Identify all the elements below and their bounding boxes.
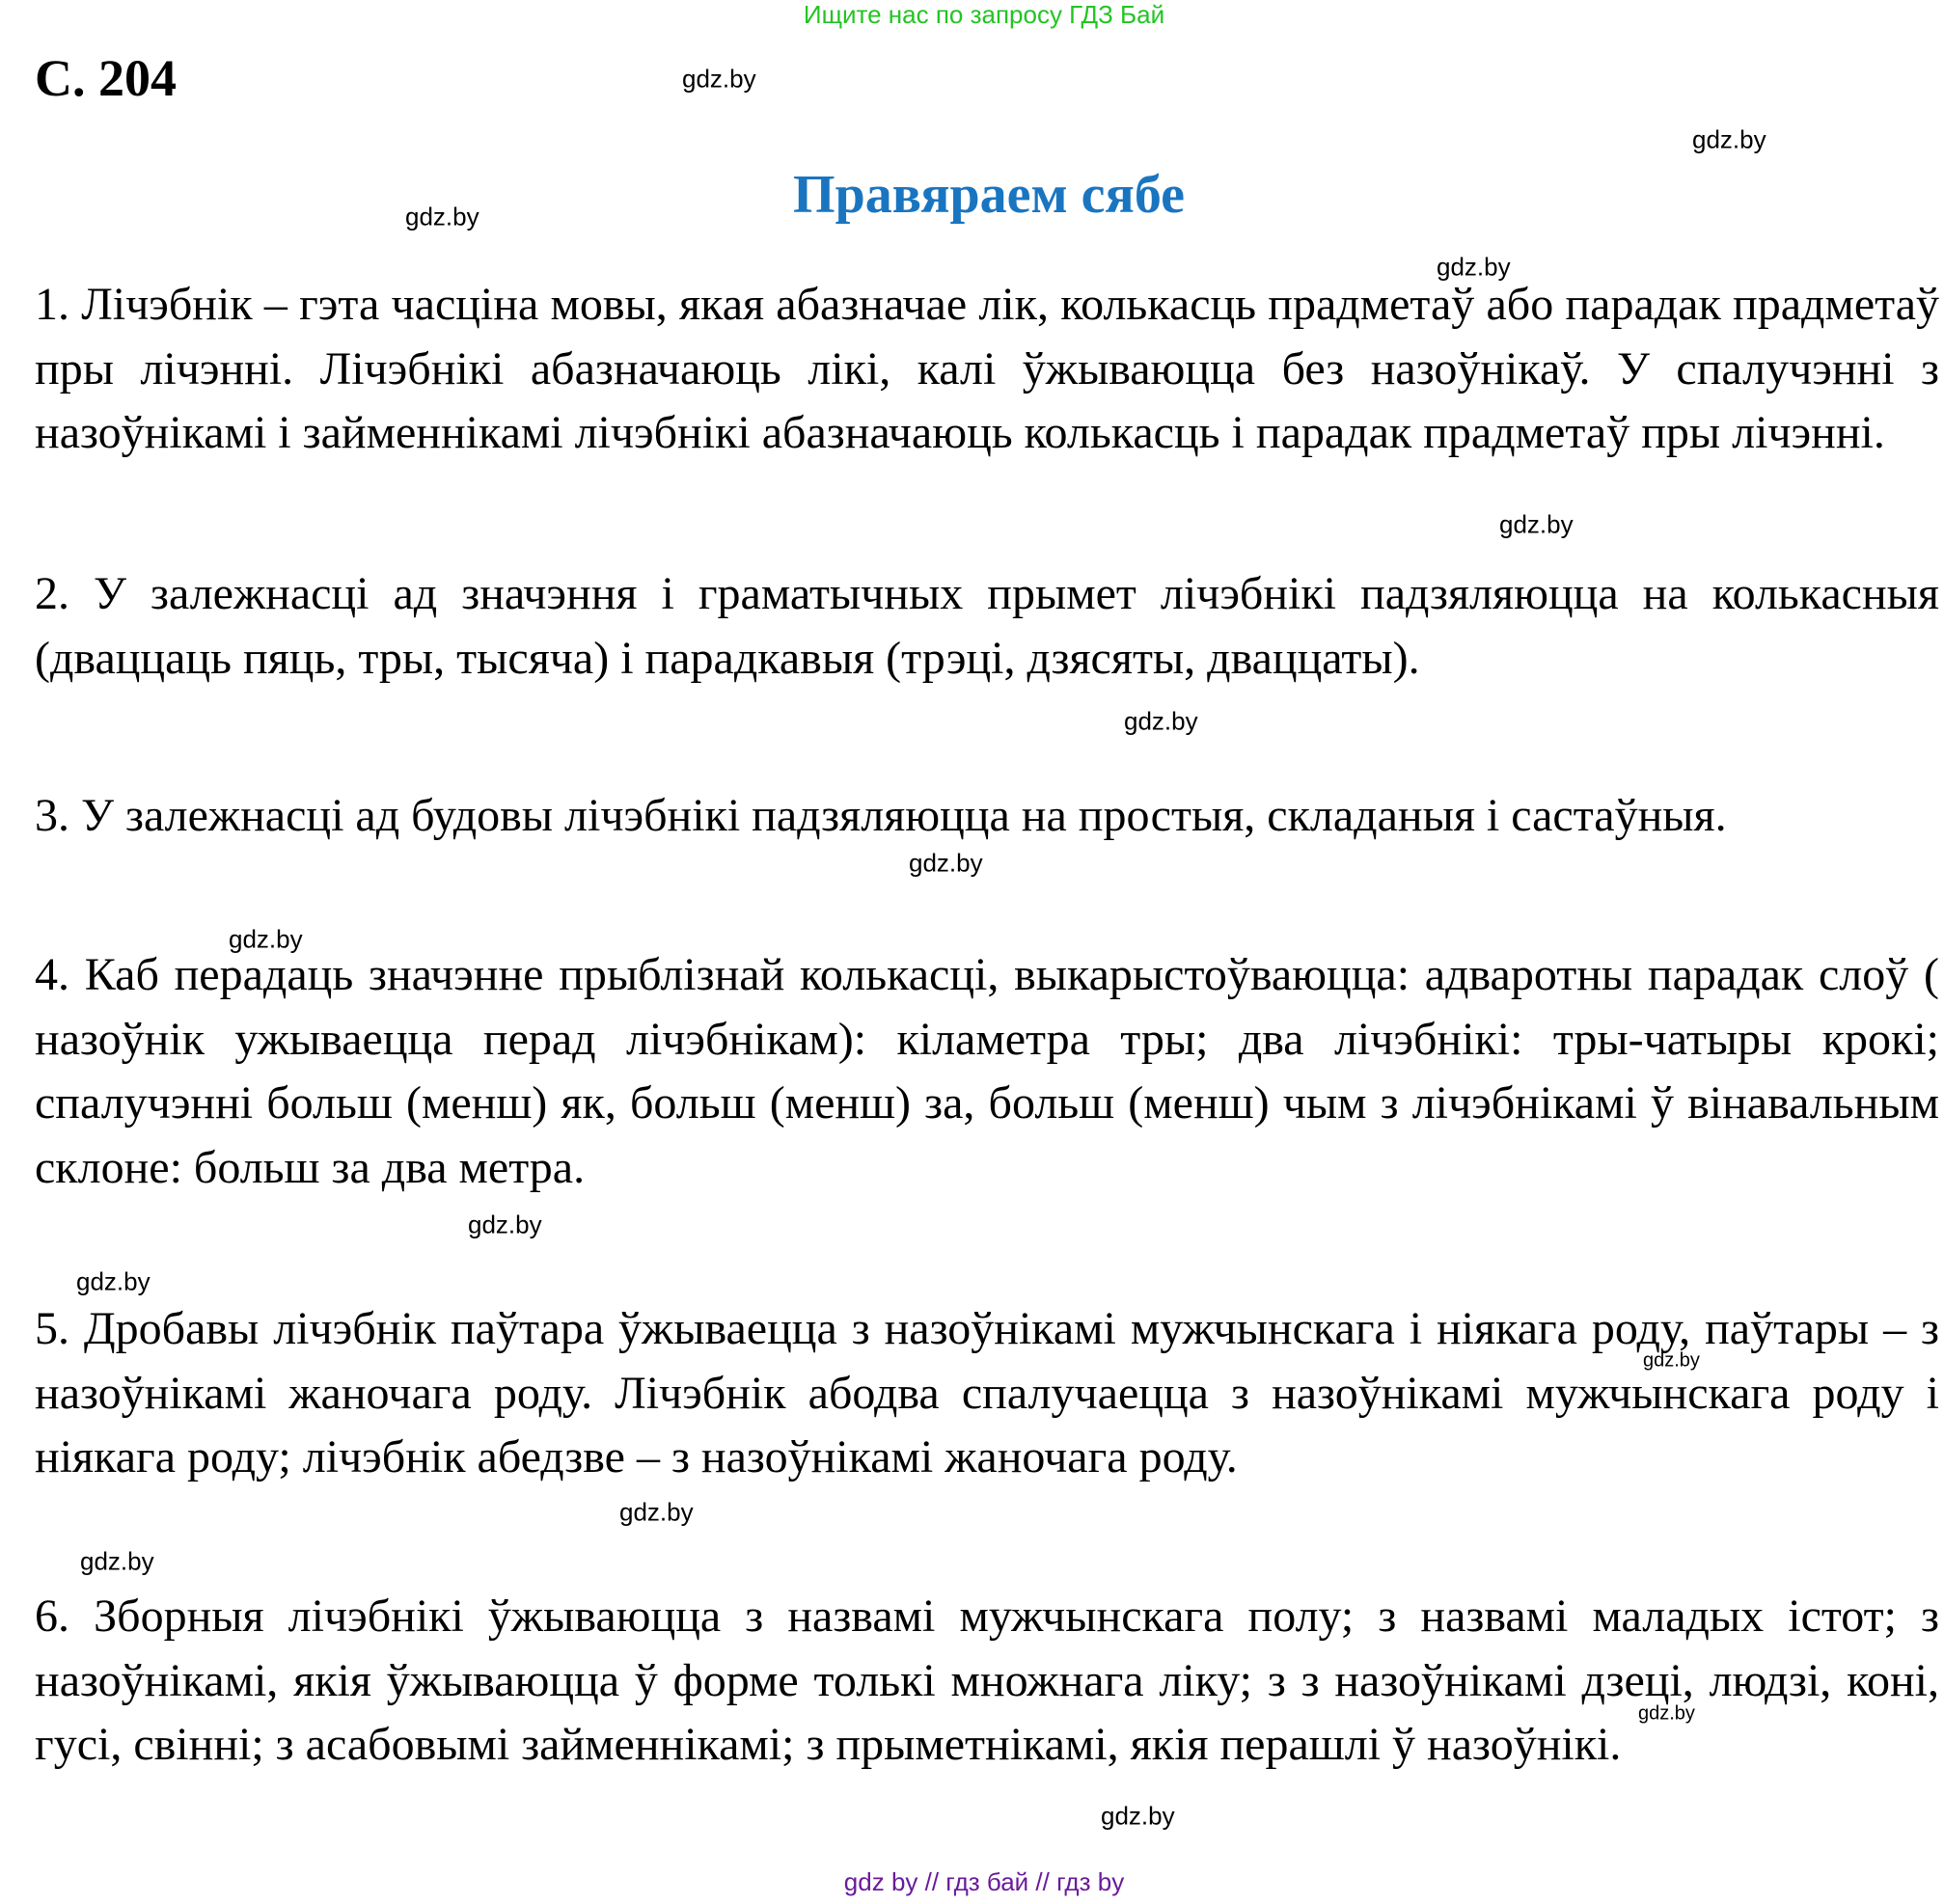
watermark: gdz.by bbox=[909, 848, 983, 878]
page-number: С. 204 bbox=[35, 49, 177, 107]
watermark: gdz.by bbox=[1692, 124, 1766, 154]
watermark: gdz.by bbox=[1124, 706, 1198, 736]
bottom-site-note: gdz by // гдз бай // гдз by bbox=[843, 1867, 1125, 1896]
watermark: gdz.by bbox=[1437, 252, 1511, 282]
answer-paragraph-3: 3. У залежнасці ад будовы лічэбнікі падзяляюцца на простыя, складаныя і састаўныя. bbox=[35, 790, 1727, 841]
watermark: gdz.by bbox=[682, 64, 756, 94]
answer-paragraph-1: 1. Лічэбнік – гэта часціна мовы, якая абазначае лік, колькасць прадметаў або парадак прадметаў пры лічэнні. Лічэбнікі абазначаюць лікі, калі ўжываюцца без назоўнікаў. У спалучэнні з назоўнікамі і займеннікамі лічэбнікі абазначаюць колькасць і парадак прадметаў пры лічэнні. bbox=[35, 279, 1939, 458]
watermark: gdz.by bbox=[405, 202, 479, 231]
section-title: Правяраем сябе bbox=[793, 165, 1185, 225]
top-search-note: Ищите нас по запросу ГДЗ Бай bbox=[803, 0, 1165, 29]
watermark: gdz.by bbox=[76, 1266, 151, 1296]
watermark: gdz.by bbox=[1101, 1801, 1175, 1831]
watermark: gdz.by bbox=[1499, 509, 1574, 539]
watermark: gdz.by bbox=[619, 1497, 694, 1527]
watermark: gdz.by bbox=[1638, 1702, 1695, 1725]
answer-paragraph-6: 6. Зборныя лічэбнікі ўжываюцца з назвамі мужчынскага полу; з назвамі маладых істот; з назоўнікамі, якія ўжываюцца ў форме толькі множнага ліку; з з назоўнікамі дзеці, людзі, коні, гусі, свінні; з асабовымі займеннікамі; з прыметнікамі, якія перашлі ў назоўнікі. bbox=[35, 1591, 1939, 1770]
watermark: gdz.by bbox=[80, 1546, 154, 1576]
watermark: gdz.by bbox=[229, 924, 303, 954]
answer-paragraph-5: 5. Дробавы лічэбнік паўтара ўжываецца з назоўнікамі мужчынскага і ніякага роду, паўтары – з назоўнікамі жаночага роду. Лічэбнік абодва спалучаецца з назоўнікамі мужчынскага роду і ніякага роду; лічэбнік абедзве – з назоўнікамі жаночага роду. bbox=[35, 1303, 1939, 1482]
answer-paragraph-2: 2. У залежнасці ад значэння і граматычных прымет лічэбнікі падзяляюцца на колькасныя (дваццаць пяць, тры, тысяча) і парадкавыя (трэці, дзясяты, дваццаты). bbox=[35, 568, 1939, 684]
watermark: gdz.by bbox=[1643, 1349, 1700, 1372]
watermark: gdz.by bbox=[468, 1210, 542, 1239]
answer-paragraph-4: 4. Каб перадаць значэнне прыблізнай колькасці, выкарыстоўваюцца: адваротны парадак слоў ( назоўнік ужываецца перад лічэбнікам): кіламетра тры; два лічэбнікі: тры-чатыры крокі; спалучэнні больш (менш) як, больш (менш) за, больш (менш) чым з лічэбнікамі ў вінавальным склоне: больш за два метра. bbox=[35, 949, 1939, 1193]
